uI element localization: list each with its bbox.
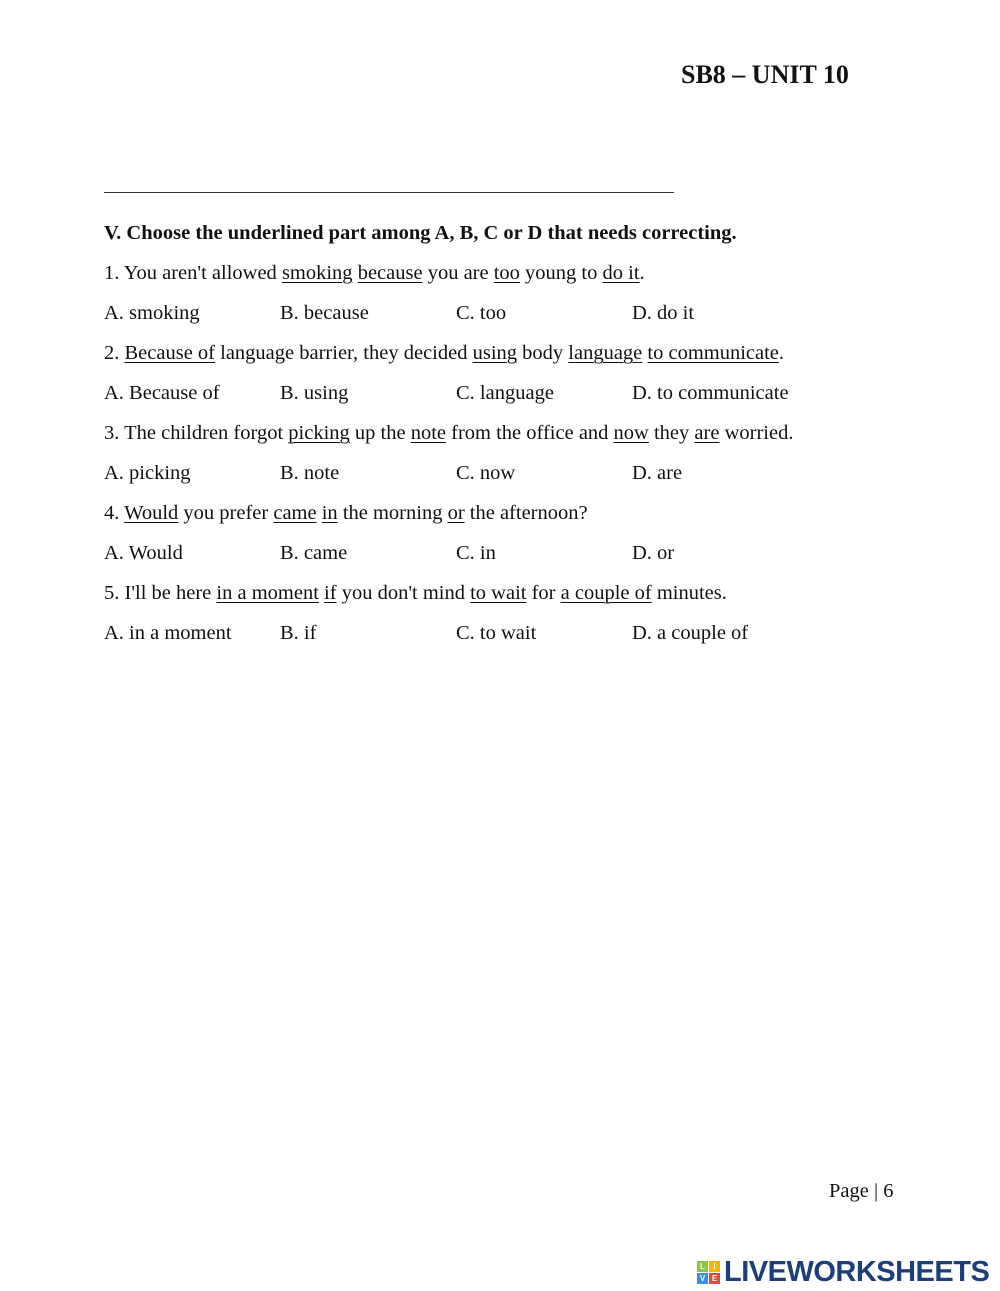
question-text: the afternoon? <box>464 502 588 524</box>
underlined-part: language <box>568 342 643 364</box>
underlined-part: to communicate <box>647 342 779 364</box>
answer-option-a[interactable]: A. Because of <box>104 382 220 404</box>
exercise-section <box>104 220 924 660</box>
underlined-part: now <box>613 422 649 444</box>
divider-line <box>104 192 674 193</box>
question-text: . <box>639 262 645 284</box>
question-5 <box>104 580 924 620</box>
question-text: . <box>778 342 785 364</box>
answer-option-a[interactable]: A. in a moment <box>104 622 232 644</box>
answer-option-c[interactable]: C. now <box>456 462 516 484</box>
underlined-part: are <box>694 422 720 444</box>
question-text: 3. The children forgot <box>104 422 289 444</box>
options-row <box>104 620 924 660</box>
answer-option-d[interactable]: D. are <box>632 462 683 484</box>
question-text: 5. I'll be here <box>104 582 217 604</box>
underlined-part: too <box>493 262 520 284</box>
question-1 <box>104 260 924 300</box>
answer-option-a[interactable]: A. Would <box>104 542 183 564</box>
underlined-part: Because of <box>124 342 215 364</box>
underlined-part: if <box>324 582 337 604</box>
underlined-part: in <box>321 502 338 524</box>
answer-option-d[interactable]: D. or <box>632 542 675 564</box>
question-text: up the <box>349 422 411 444</box>
underlined-part: came <box>273 502 317 524</box>
section-heading: V. Choose the underlined part among A, B, C or D that needs correcting. <box>104 222 737 244</box>
liveworksheets-logo <box>697 1256 989 1289</box>
logo-block: V <box>697 1273 708 1284</box>
answer-option-c[interactable]: C. to wait <box>456 622 537 644</box>
answer-option-b[interactable]: B. using <box>280 382 349 404</box>
underlined-part: because <box>357 262 423 284</box>
answer-option-c[interactable]: C. language <box>456 382 554 404</box>
underlined-part: do it <box>602 262 640 284</box>
question-text: 4. <box>104 502 125 524</box>
answer-option-b[interactable]: B. if <box>280 622 317 644</box>
question-text: body <box>517 342 569 364</box>
question-text: language barrier, they decided <box>215 342 473 364</box>
logo-text: LIVEWORKSHEETS <box>724 1256 990 1288</box>
underlined-part: to wait <box>470 582 527 604</box>
answer-option-d[interactable]: D. a couple of <box>632 622 749 644</box>
question-text: young to <box>519 262 603 284</box>
question-text: from the office and <box>446 422 614 444</box>
question-text: you don't mind <box>336 582 471 604</box>
options-row <box>104 380 924 420</box>
answer-option-b[interactable]: B. because <box>280 302 369 324</box>
question-list <box>104 260 924 660</box>
underlined-part: using <box>472 342 518 364</box>
answer-option-c[interactable]: C. in <box>456 542 496 564</box>
question-text: you are <box>422 262 494 284</box>
question-text: you prefer <box>178 502 274 524</box>
options-row <box>104 460 924 500</box>
question-text: the morning <box>337 502 448 524</box>
question-text: 1. You aren't allowed <box>104 262 282 284</box>
answer-option-a[interactable]: A. smoking <box>104 302 200 324</box>
question-text: minutes. <box>651 582 727 604</box>
options-row <box>104 300 924 340</box>
underlined-part: in a moment <box>216 582 319 604</box>
logo-block: I <box>709 1261 720 1272</box>
question-text: they <box>648 422 695 444</box>
question-text: for <box>526 582 561 604</box>
underlined-part: Would <box>124 502 179 524</box>
logo-blocks-icon <box>697 1261 720 1284</box>
underlined-part: a couple of <box>560 582 652 604</box>
answer-option-b[interactable]: B. came <box>280 542 348 564</box>
options-row <box>104 540 924 580</box>
underlined-part: or <box>447 502 465 524</box>
question-text: 2. <box>104 342 125 364</box>
underlined-part: note <box>410 422 446 444</box>
answer-option-d[interactable]: D. do it <box>632 302 695 324</box>
answer-option-a[interactable]: A. picking <box>104 462 191 484</box>
underlined-part: smoking <box>281 262 353 284</box>
unit-title: SB8 – UNIT 10 <box>681 60 849 89</box>
logo-block: L <box>697 1261 708 1272</box>
answer-option-d[interactable]: D. to communicate <box>632 382 789 404</box>
answer-option-c[interactable]: C. too <box>456 302 507 324</box>
logo-block: E <box>709 1273 720 1284</box>
answer-option-b[interactable]: B. note <box>280 462 340 484</box>
question-text: worried. <box>719 422 794 444</box>
question-2 <box>104 340 924 380</box>
question-4 <box>104 500 924 540</box>
underlined-part: picking <box>288 422 350 444</box>
page-number: Page | 6 <box>829 1180 894 1202</box>
question-3 <box>104 420 924 460</box>
